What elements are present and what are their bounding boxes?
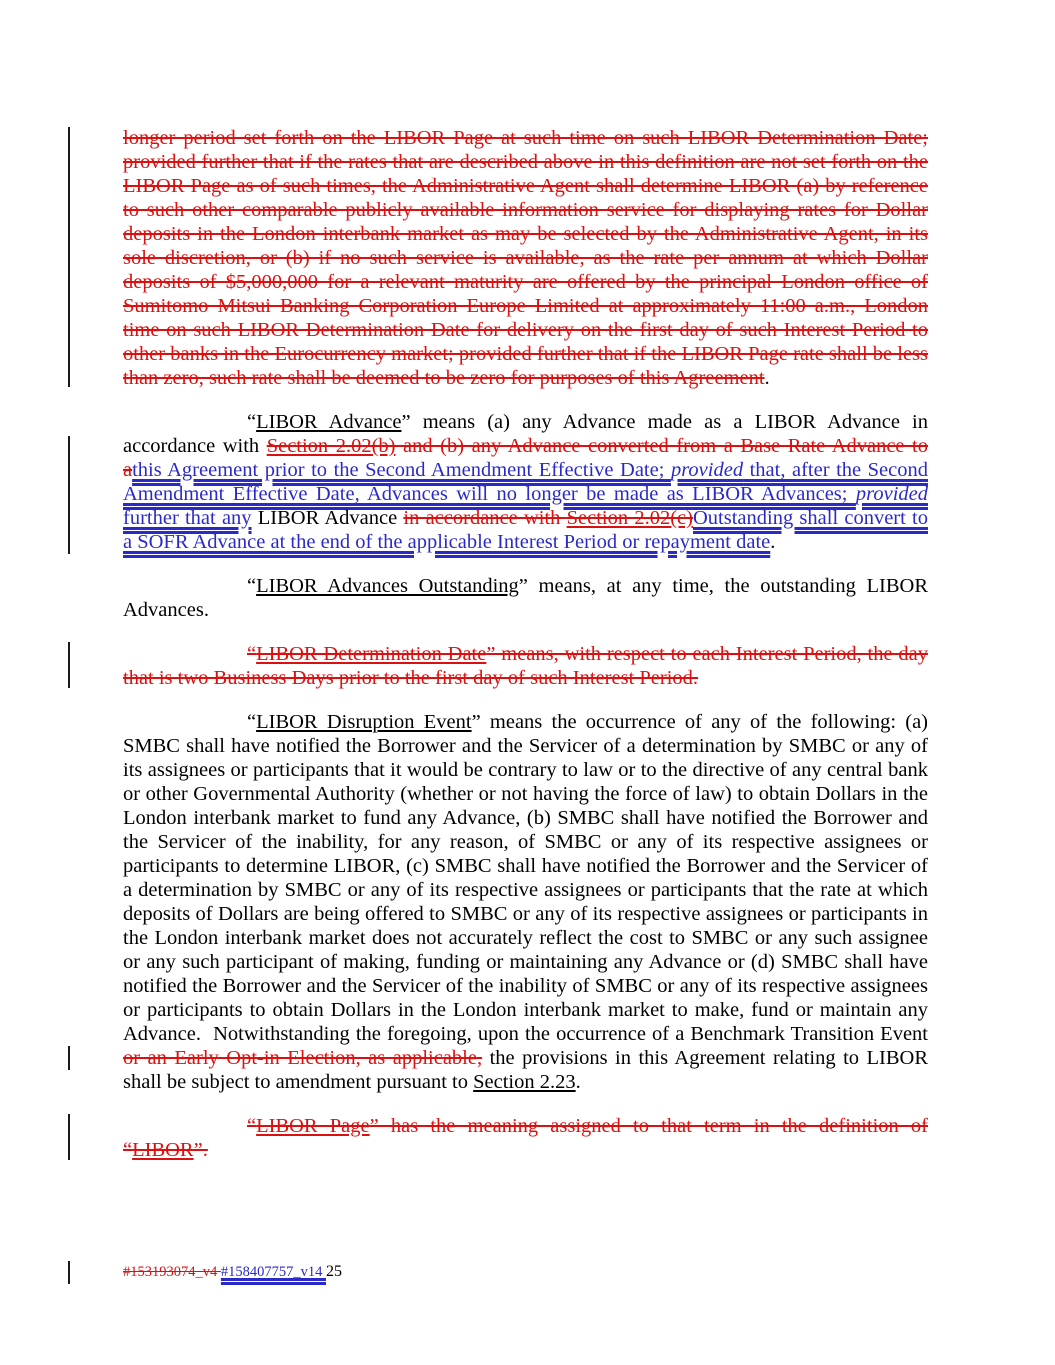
paragraph-libor-advances-outstanding-definition bbox=[123, 574, 928, 622]
change-bar bbox=[68, 436, 70, 554]
defined-term: Section 2.23 bbox=[473, 1071, 576, 1093]
change-bar bbox=[68, 642, 70, 688]
deleted-text: “ bbox=[247, 643, 257, 665]
deleted-term: LIBOR Page bbox=[256, 1115, 370, 1137]
body-text: . bbox=[575, 1071, 581, 1093]
deleted-term: Section 2.02(b) bbox=[266, 435, 396, 457]
change-bar bbox=[68, 1114, 70, 1160]
deleted-text: ”. bbox=[193, 1139, 208, 1161]
defined-term: LIBOR Advances Outstanding bbox=[256, 575, 519, 597]
body-text: ” means (a) any Advance made as a LIBOR Advance in accordance with bbox=[123, 411, 928, 457]
paragraph-libor-disruption-event-definition bbox=[123, 710, 928, 1094]
deleted-term: LIBOR bbox=[132, 1139, 194, 1161]
document-body bbox=[123, 126, 928, 1162]
paragraph-libor-advance-definition bbox=[123, 410, 928, 554]
inserted-text: this Agreement prior to the Second Amendment Effective Date; bbox=[132, 459, 671, 481]
deleted-text: in accordance with bbox=[403, 507, 567, 529]
defined-term: LIBOR Disruption Event bbox=[256, 711, 472, 733]
inserted-document-id: #158407757_v14 bbox=[220, 1264, 326, 1280]
paragraph-libor-definition-continuation bbox=[123, 126, 928, 390]
body-text: “ bbox=[247, 711, 257, 733]
body-text: ” means, at any time, the outstanding LIBOR Advances. bbox=[123, 575, 928, 621]
page-footer bbox=[123, 1262, 342, 1282]
inserted-text: further that any bbox=[123, 507, 252, 529]
deleted-text: “ bbox=[247, 1115, 257, 1137]
deleted-text: ” has the meaning assigned to that term in the definition of “ bbox=[123, 1115, 928, 1161]
paragraph-libor-page-definition bbox=[123, 1114, 928, 1162]
deleted-text: ” means, with respect to each Interest Period, the day that is two Business Days prior to the first day of such Interest Period. bbox=[123, 643, 928, 689]
defined-term: LIBOR Advance bbox=[256, 411, 402, 433]
deleted-text: or an Early Opt-in Election, as applicable, bbox=[123, 1047, 483, 1069]
body-text: the provisions in this Agreement relating to LIBOR shall be subject to amendment pursuant to bbox=[123, 1047, 928, 1093]
body-text: LIBOR Advance bbox=[251, 507, 404, 529]
inserted-text: Outstanding shall convert to a SOFR Advance at the end of the applicable Interest Period or repayment date bbox=[123, 507, 928, 553]
body-text: . bbox=[764, 367, 770, 389]
page-number: 25 bbox=[326, 1263, 342, 1280]
deleted-term: LIBOR Determination Date bbox=[256, 643, 487, 665]
deleted-text: longer period set forth on the LIBOR Page at such time on such LIBOR Determination Date; provided further that if the rates that are described above in this definition are not set forth on the LIBOR Page as of such times, the Administrative Agent shall determine LIBOR (a) by reference to such other comparable publicly available information service for displaying rates for Dollar deposits in the London interbank market as may be selected by the Administrative Agent, in its sole discretion, or (b) if no such service is available, as the rate per annum at which Dollar deposits of $5,000,000 for a relevant maturity are offered by the principal London office of Sumitomo Mitsui Banking Corporation Europe Limited at approximately 11:00 a.m., London time on such LIBOR Determination Date for delivery on the first day of such Interest Period to other banks in the Eurocurrency market; provided further that if the LIBOR Page rate shall be less than zero, such rate shall be deemed to be zero for purposes of this Agreement bbox=[123, 127, 928, 389]
inserted-text: that, after the Second Amendment Effective Date, Advances will no longer be made as LIBOR Advances; bbox=[123, 459, 928, 505]
paragraph-libor-determination-date-definition bbox=[123, 642, 928, 690]
deleted-text: and (b) any Advance converted from a Base Rate Advance to a bbox=[123, 435, 929, 481]
body-text: . bbox=[770, 531, 776, 553]
body-text: “ bbox=[247, 575, 257, 597]
change-bar bbox=[68, 1261, 70, 1284]
body-text: ” means the occurrence of any of the following: (a) SMBC shall have notified the Borrower and the Servicer of a determination by SMBC or any of its assignees or participants that it would be contrary to law or to the directive of any central bank or other Governmental Authority (whether or not having the force of law) to obtain Dollars in the London interbank market to fund any Advance, (b) SMBC shall have notified the Borrower and the Servicer of the inability, for any reason, of SMBC or any of its respective assignees or participants to determine LIBOR, (c) SMBC shall have notified the Borrower and the Servicer of a determination by SMBC or any of its respective assignees or participants that the rate at which deposits of Dollars are being offered to SMBC or any of its respective assignees or participants in the London interbank market does not accurately reflect the cost to SMBC or any such assignee or any such participant of making, funding or maintaining any Advance or (d) SMBC shall have notified the Borrower and the Servicer of the inability of SMBC or any of its respective assignees or participants to obtain Dollars in the London interbank market to make, fund or maintain any Advance. Notwithstanding the foregoing, upon the occurrence of a Benchmark Transition Event bbox=[123, 711, 928, 1045]
inserted-text-italic: provided bbox=[670, 459, 744, 481]
body-text: “ bbox=[247, 411, 257, 433]
change-bar bbox=[68, 127, 70, 387]
deleted-document-id: #153193074_v4 bbox=[123, 1264, 221, 1280]
inserted-text-italic: provided bbox=[855, 483, 928, 505]
change-bar bbox=[68, 1046, 70, 1070]
deleted-term: Section 2.02(c) bbox=[566, 507, 693, 529]
